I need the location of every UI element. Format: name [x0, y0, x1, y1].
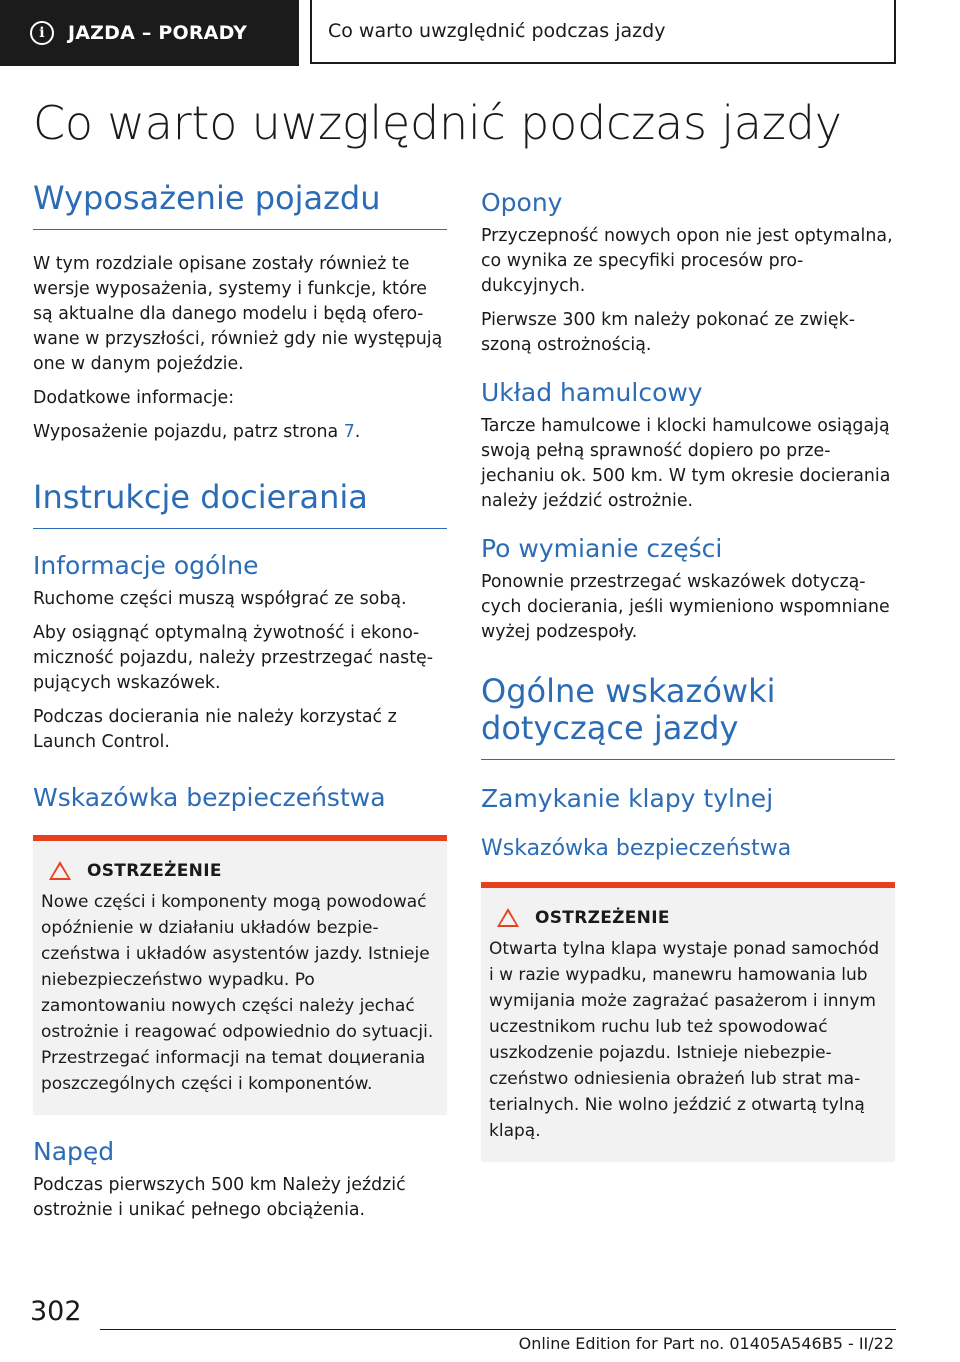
warning-label-tailgate: OSTRZEŻENIE	[535, 907, 670, 928]
info-icon: i	[30, 21, 54, 45]
right-column	[481, 188, 895, 1162]
chapter-tab	[310, 0, 896, 64]
warning-title	[41, 861, 439, 881]
drive-paragraph: Podczas pierwszych 500 km Należy jeździć ostrożnie i unikać pełnego obciążenia.	[33, 1174, 406, 1220]
heading-general-driving-line-1: Ogólne wskazówki	[481, 672, 776, 710]
tires-paragraph-1: Przyczepność nowych opon nie jest optymalna, co wynika ze specyfiki procesów produkcyjnych.	[481, 226, 893, 296]
equipment-paragraph-1: W tym rozdziale opisane zostały również te wersje wyposażenia, systemy i funkcje, które są aktualne dla danego modelu i będą oferowane w przyszłości, również gdy nie występują one w danym pojeździe.	[33, 253, 443, 374]
heading-brakes: Układ hamulcowy	[481, 378, 703, 407]
warning-text: Nowe części i komponenty mogą powodować opóźnienie w działaniu układów bezpieczeństwa i układów asystentów jazdy. Istnieje niebezpieczeństwo wypadku. Po zamontowaniu nowych części należy jechać ostrożnie i reagować odpowiednio do sytuacji. Przestrzegać informacji na temat doциerania poszczególnych części i komponentów.	[41, 891, 434, 1094]
equipment-ref-suffix: .	[354, 421, 361, 442]
brakes-paragraph: Tarcze hamulcowe i klocki hamulcowe osiągają swoją pełną sprawność dopiero po przejechaniu ok. 500 km. W tym okresie docierania należy jeździć ostrożnie.	[481, 416, 891, 511]
heading-general-driving-line-2: dotyczące jazdy	[481, 708, 739, 747]
heading-tailgate: Zamykanie klapy tylnej	[481, 783, 774, 813]
warning-text-tailgate: Otwarta tylna klapa wystaje ponad samochód i w razie wypadku, manewru hamowania lub wymijania może zagrażać pasażerom i innym uczestnikom ruchu lub też spowodować uszkodzenie pojazdu. Istnieje niebezpieczeństwo odniesienia obrażeń lub strat materialnych. Nie wolno jeździć z otwartą tylną klapą.	[489, 938, 880, 1141]
heading-general-info: Informacje ogólne	[33, 550, 259, 580]
heading-tailgate-safety: Wskazówka bezpieczeństwa	[481, 835, 792, 861]
page-number: 302	[30, 1296, 82, 1327]
page-link[interactable]: 7	[343, 421, 355, 442]
equipment-paragraph-2: Dodatkowe informacje:	[33, 387, 235, 408]
warning-title-tailgate	[489, 908, 887, 928]
heading-drive: Napęd	[33, 1136, 115, 1166]
warning-triangle-icon	[49, 861, 71, 880]
heading-tires: Opony	[481, 188, 563, 217]
general-paragraph-3: Podczas docierania nie należy korzystać z Launch Control.	[33, 706, 397, 752]
left-column	[33, 180, 447, 1223]
general-paragraph-2: Aby osiągnąć optymalną żywotność i ekonomiczność pojazdu, należy przestrzegać następujących wskazówek.	[33, 622, 434, 693]
chapter-tab-label: Co warto uwzględnić podczas jazdy	[328, 20, 666, 42]
page-header	[0, 0, 960, 66]
warning-box-tailgate	[481, 882, 895, 1162]
heading-general-driving	[481, 673, 895, 760]
warning-triangle-icon	[497, 908, 519, 927]
tires-paragraph-2: Pierwsze 300 km należy pokonać ze zwiększoną ostrożnością.	[481, 310, 855, 355]
warning-box	[33, 835, 447, 1115]
parts-paragraph: Ponownie przestrzegać wskazówek dotyczących docierania, jeśli wymieniono wspomniane wyżej podzespoły.	[481, 572, 890, 642]
footer-divider	[100, 1329, 896, 1330]
heading-parts: Po wymianie części	[481, 534, 723, 563]
footer-edition: Online Edition for Part no. 01405A546B5 - II/22	[518, 1334, 894, 1353]
general-paragraph-1: Ruchome części muszą współgrać ze sobą.	[33, 588, 407, 609]
page-title: Co warto uwzględnić podczas jazdy	[33, 96, 842, 150]
heading-equipment: Wyposażenie pojazdu	[33, 180, 447, 230]
equipment-ref-text: Wyposażenie pojazdu, patrz strona	[33, 421, 344, 442]
warning-label: OSTRZEŻENIE	[87, 860, 222, 881]
heading-break-in: Instrukcje docierania	[33, 479, 447, 529]
equipment-paragraph-3	[33, 420, 447, 445]
section-tab	[0, 0, 299, 66]
heading-safety-note: Wskazówka bezpieczeństwa	[33, 782, 386, 812]
section-tab-label: JAZDA – PORADY	[68, 22, 248, 44]
